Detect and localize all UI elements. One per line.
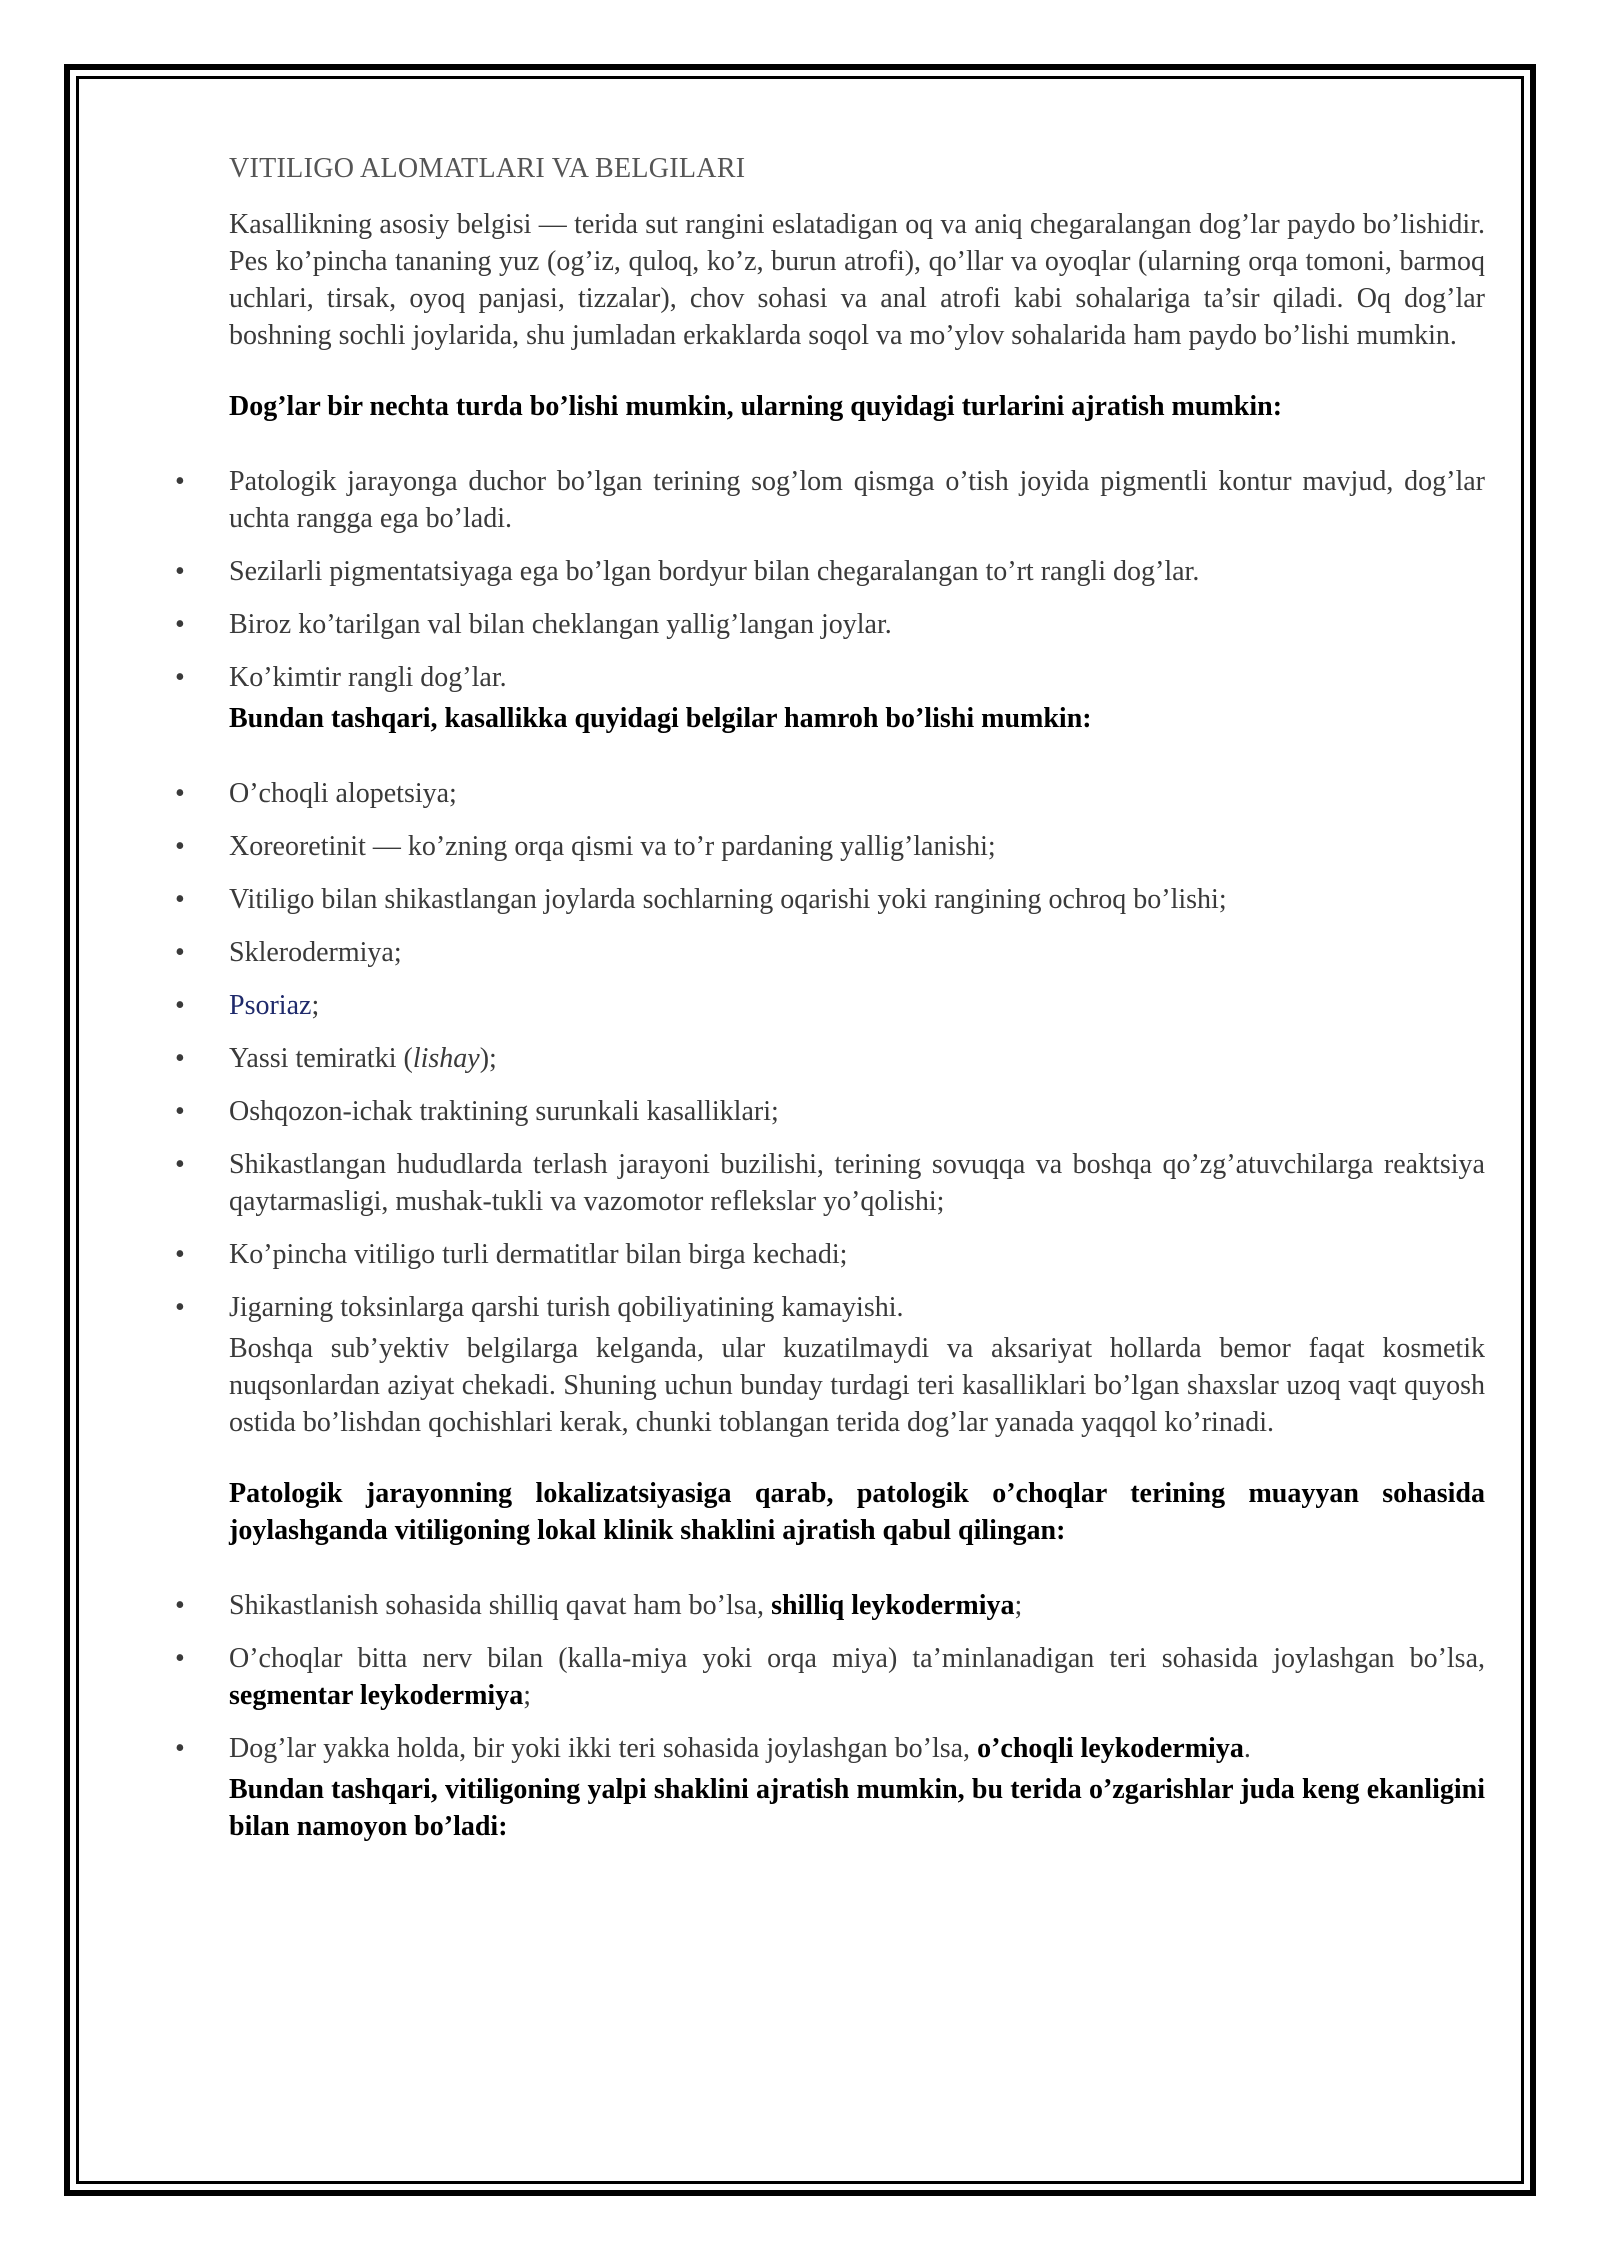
bullet-icon: • [175, 1292, 185, 1323]
bullet-icon: • [175, 990, 185, 1021]
list-item: • Oshqozon-ichak traktining surunkali kasalliklari; [229, 1093, 1485, 1130]
local-forms-list [175, 1587, 1485, 1767]
bullet-icon: • [175, 466, 185, 497]
accompanying-signs-list [175, 775, 1485, 1326]
list-item: • Xoreoretinit — ko’zning orqa qismi va to’r pardaning yallig’lanishi; [229, 828, 1485, 865]
bullet-icon: • [175, 1043, 185, 1074]
list-item: • O’choqlar bitta nerv bilan (kalla-miya yoki orqa miya) ta’minlanadigan teri sohasida joylashgan bo’lsa, segmentar leykodermiya; [229, 1640, 1485, 1714]
bullet-icon: • [175, 556, 185, 587]
bullet-icon: • [175, 1733, 185, 1764]
list-item: • Ko’kimtir rangli dog’lar. [229, 659, 1485, 696]
list-item: • Sezilarli pigmentatsiyaga ega bo’lgan bordyur bilan chegaralangan to’rt rangli dog’lar. [229, 553, 1485, 590]
psoriaz-link[interactable]: Psoriaz [229, 990, 312, 1021]
bullet-icon: • [175, 1643, 185, 1674]
bullet-icon: • [175, 937, 185, 968]
bullet-icon: • [175, 1590, 185, 1621]
list-item: • Jigarning toksinlarga qarshi turish qobiliyatining kamayishi. [229, 1289, 1485, 1326]
page-title: VITILIGO ALOMATLARI VA BELGILARI [229, 153, 746, 184]
list-item: • Ko’pincha vitiligo turli dermatitlar bilan birga kechadi; [229, 1236, 1485, 1273]
bullet-icon: • [175, 884, 185, 915]
list-item: • Psoriaz; [229, 987, 1485, 1024]
bullet-icon: • [175, 1239, 185, 1270]
heading-local-forms: Patologik jarayonning lokalizatsiyasiga qarab, patologik o’choqlar terining muayyan sohasida joylashganda vitiligoning lokal klinik shaklini ajratish qabul qilingan: [229, 1478, 1485, 1546]
bullet-icon: • [175, 1149, 185, 1180]
document-body [175, 150, 1485, 1845]
heading-spot-types: Dog’lar bir nechta turda bo’lishi mumkin, ularning quyidagi turlarini ajratish mumkin: [229, 391, 1283, 422]
list-item: • Shikastlanish sohasida shilliq qavat ham bo’lsa, shilliq leykodermiya; [229, 1587, 1485, 1624]
bullet-icon: • [175, 831, 185, 862]
bullet-icon: • [175, 778, 185, 809]
subjective-signs-paragraph: Boshqa sub’yektiv belgilarga kelganda, ular kuzatilmaydi va aksariyat hollarda bemor faqat kosmetik nuqsonlardan aziyat chekadi. Shuning uchun bunday turdagi teri kasalliklari bo’lgan shaxslar uzoq vaqt quyosh ostida bo’lishdan qochishlari kerak, chunki toblangan terida dog’lar yanada yaqqol ko’rinadi. [229, 1333, 1485, 1438]
bullet-icon: • [175, 662, 185, 693]
bullet-icon: • [175, 609, 185, 640]
list-item: • Yassi temiratki (lishay); [229, 1040, 1485, 1077]
list-item: • Dog’lar yakka holda, bir yoki ikki teri sohasida joylashgan bo’lsa, o’choqli leykodermiya. [229, 1730, 1485, 1767]
bullet-icon: • [175, 1096, 185, 1127]
list-item: • Vitiligo bilan shikastlangan joylarda sochlarning oqarishi yoki rangining ochroq bo’lishi; [229, 881, 1485, 918]
list-item: • Patologik jarayonga duchor bo’lgan terining sog’lom qismga o’tish joyida pigmentli kontur mavjud, dog’lar uchta rangga ega bo’ladi. [229, 463, 1485, 537]
list-item: • O’choqli alopetsiya; [229, 775, 1485, 812]
spot-types-list [175, 463, 1485, 696]
list-item: • Shikastlangan hududlarda terlash jarayoni buzilishi, terining sovuqqa va boshqa qo’zg’atuvchilarga reaktsiya qaytarmasligi, mushak-tukli va vazomotor reflekslar yo’qolishi; [229, 1146, 1485, 1220]
list-item: • Biroz ko’tarilgan val bilan cheklangan yallig’langan joylar. [229, 606, 1485, 643]
intro-paragraph: Kasallikning asosiy belgisi — terida sut rangini eslatadigan oq va aniq chegaralangan dog’lar paydo bo’lishidir. Pes ko’pincha tananing yuz (og’iz, quloq, ko’z, burun atrofi), qo’llar va oyoqlar (ularning orqa tomoni, barmoq uchlari, tirsak, oyoq panjasi, tizzalar), chov sohasi va anal atrofi kabi sohalariga ta’sir qiladi. Oq dog’lar boshning sochli joylarida, shu jumladan erkaklarda soqol va mo’ylov sohalarida ham paydo bo’lishi mumkin. [229, 209, 1485, 351]
heading-accompanying-signs: Bundan tashqari, kasallikka quyidagi belgilar hamroh bo’lishi mumkin: [229, 703, 1092, 734]
list-item: • Sklerodermiya; [229, 934, 1485, 971]
heading-generalized-form: Bundan tashqari, vitiligoning yalpi shaklini ajratish mumkin, bu terida o’zgarishlar juda keng ekanligini bilan namoyon bo’ladi: [229, 1774, 1485, 1842]
